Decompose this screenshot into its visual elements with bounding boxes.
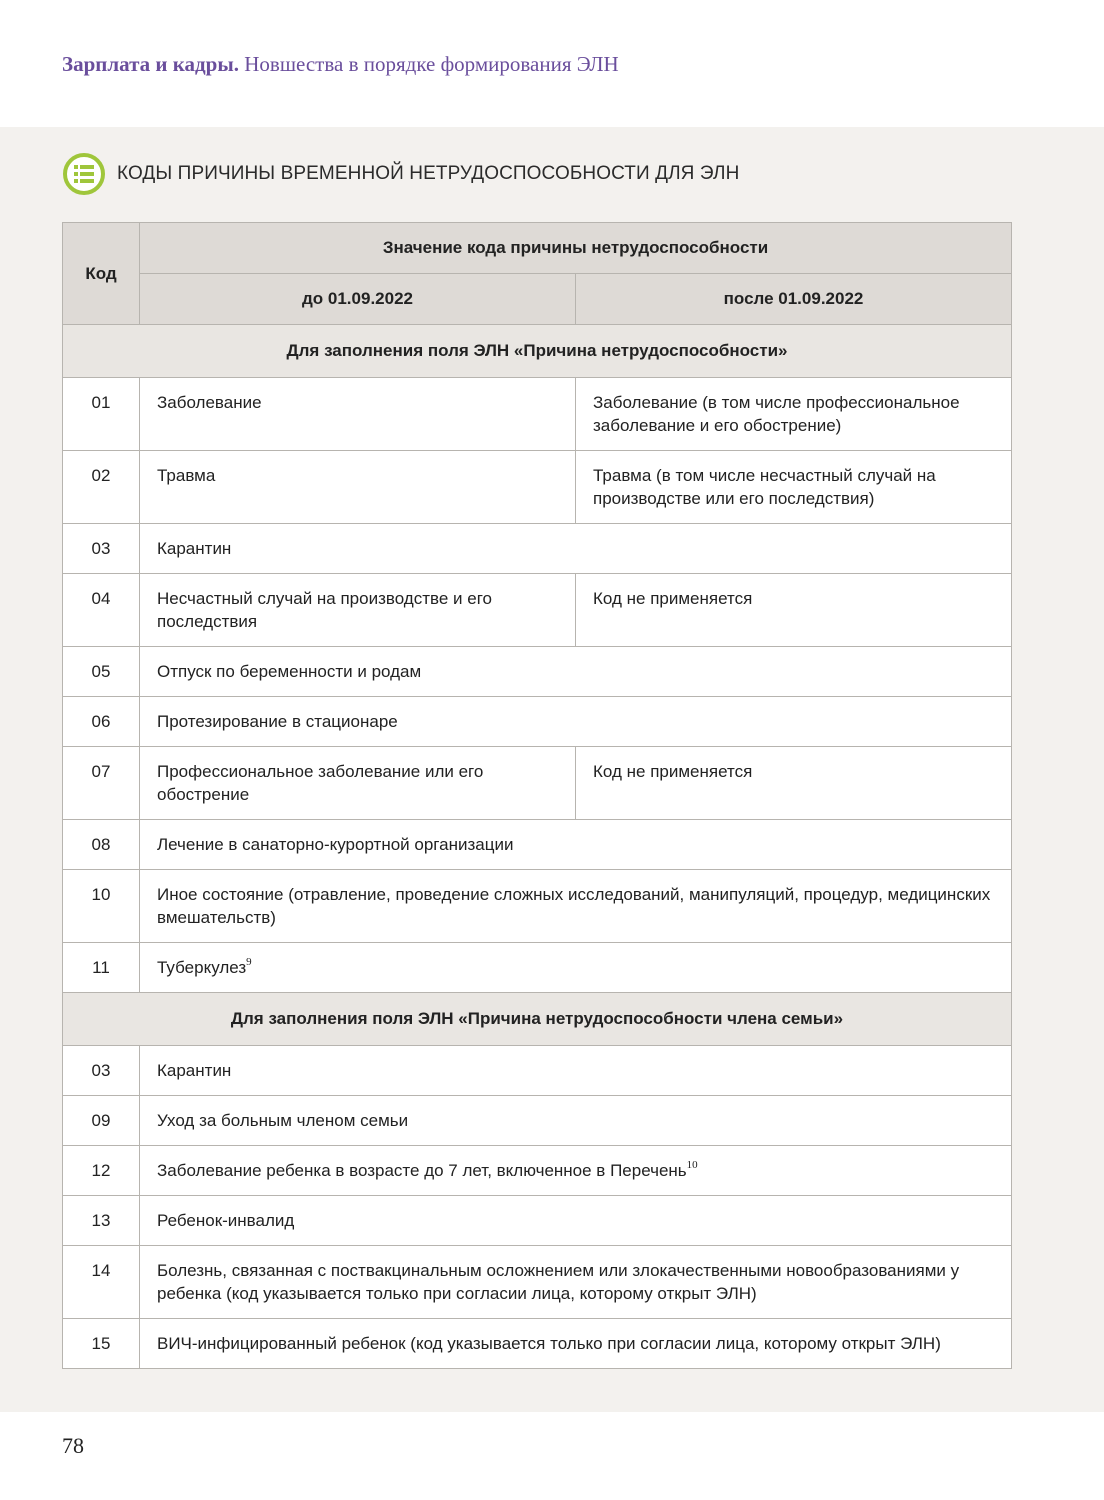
table-header-row [63, 223, 1012, 274]
before-cell: Травма [140, 451, 576, 524]
code-cell: 03 [63, 524, 140, 574]
table-row [63, 1146, 1012, 1196]
table-row [63, 524, 1012, 574]
table-row [63, 647, 1012, 697]
table-row [63, 697, 1012, 747]
section-title-cell: Для заполнения поля ЭЛН «Причина нетрудоспособности» [63, 325, 1012, 378]
description-cell [140, 943, 1012, 993]
code-cell: 13 [63, 1196, 140, 1246]
footnote-marker: 9 [246, 956, 252, 968]
description-cell: Болезнь, связанная с поствакцинальным осложнением или злокачественными новообразованиями у ребенка (код указывается только при согласии лица, которому открыт ЭЛН) [140, 1246, 1012, 1319]
code-cell: 07 [63, 747, 140, 820]
code-cell: 06 [63, 697, 140, 747]
section-row [63, 993, 1012, 1046]
code-cell: 02 [63, 451, 140, 524]
code-cell: 03 [63, 1046, 140, 1096]
page-number: 78 [62, 1433, 84, 1458]
description-cell: Уход за больным членом семьи [140, 1096, 1012, 1146]
code-cell: 04 [63, 574, 140, 647]
description-cell: Лечение в санаторно-курортной организации [140, 820, 1012, 870]
table-row [63, 1096, 1012, 1146]
section-title-cell: Для заполнения поля ЭЛН «Причина нетрудоспособности члена семьи» [63, 993, 1012, 1046]
code-cell: 15 [63, 1319, 140, 1369]
section-row [63, 325, 1012, 378]
table-row [63, 574, 1012, 647]
description-cell: Карантин [140, 524, 1012, 574]
description-text: Заболевание ребенка в возрасте до 7 лет, включенное в Перечень [157, 1161, 687, 1180]
code-cell: 11 [63, 943, 140, 993]
description-cell: Карантин [140, 1046, 1012, 1096]
description-cell: Протезирование в стационаре [140, 697, 1012, 747]
table-row [63, 820, 1012, 870]
header-section-title: Зарплата и кадры. [62, 52, 240, 76]
description-text: Туберкулез [157, 958, 247, 977]
code-cell: 12 [63, 1146, 140, 1196]
before-cell: Профессиональное заболевание или его обострение [140, 747, 576, 820]
code-cell: 09 [63, 1096, 140, 1146]
before-cell: Несчастный случай на производстве и его последствия [140, 574, 576, 647]
code-cell: 01 [63, 378, 140, 451]
table-row [63, 1196, 1012, 1246]
table-subheader-row [63, 274, 1012, 325]
after-cell: Код не применяется [576, 747, 1012, 820]
column-header-code: Код [63, 223, 140, 325]
code-cell: 08 [63, 820, 140, 870]
after-cell: Травма (в том числе несчастный случай на производстве или его последствия) [576, 451, 1012, 524]
table-row [63, 870, 1012, 943]
description-cell: Ребенок-инвалид [140, 1196, 1012, 1246]
table-row [63, 943, 1012, 993]
description-cell: Иное состояние (отравление, проведение сложных исследований, манипуляций, процедур, медицинских вмешательств) [140, 870, 1012, 943]
after-cell: Код не применяется [576, 574, 1012, 647]
column-header-after: после 01.09.2022 [576, 274, 1012, 325]
footnote-marker: 10 [686, 1159, 698, 1171]
section-heading [62, 152, 739, 196]
description-cell [140, 1146, 1012, 1196]
table-row [63, 1246, 1012, 1319]
column-header-before: до 01.09.2022 [140, 274, 576, 325]
header-article-title: Новшества в порядке формирования ЭЛН [244, 52, 619, 76]
codes-table [62, 222, 1012, 1369]
before-cell: Заболевание [140, 378, 576, 451]
code-cell: 05 [63, 647, 140, 697]
table-row [63, 451, 1012, 524]
list-icon [62, 152, 106, 196]
column-header-meaning: Значение кода причины нетрудоспособности [140, 223, 1012, 274]
section-title: КОДЫ ПРИЧИНЫ ВРЕМЕННОЙ НЕТРУДОСПОСОБНОСТИ ДЛЯ ЭЛН [117, 163, 740, 184]
code-cell: 10 [63, 870, 140, 943]
code-cell: 14 [63, 1246, 140, 1319]
description-cell: Отпуск по беременности и родам [140, 647, 1012, 697]
table-row [63, 1046, 1012, 1096]
table-row [63, 747, 1012, 820]
table-row [63, 378, 1012, 451]
running-header [62, 52, 619, 77]
description-cell: ВИЧ-инфицированный ребенок (код указывается только при согласии лица, которому открыт ЭЛН) [140, 1319, 1012, 1369]
table-row [63, 1319, 1012, 1369]
after-cell: Заболевание (в том числе профессиональное заболевание и его обострение) [576, 378, 1012, 451]
